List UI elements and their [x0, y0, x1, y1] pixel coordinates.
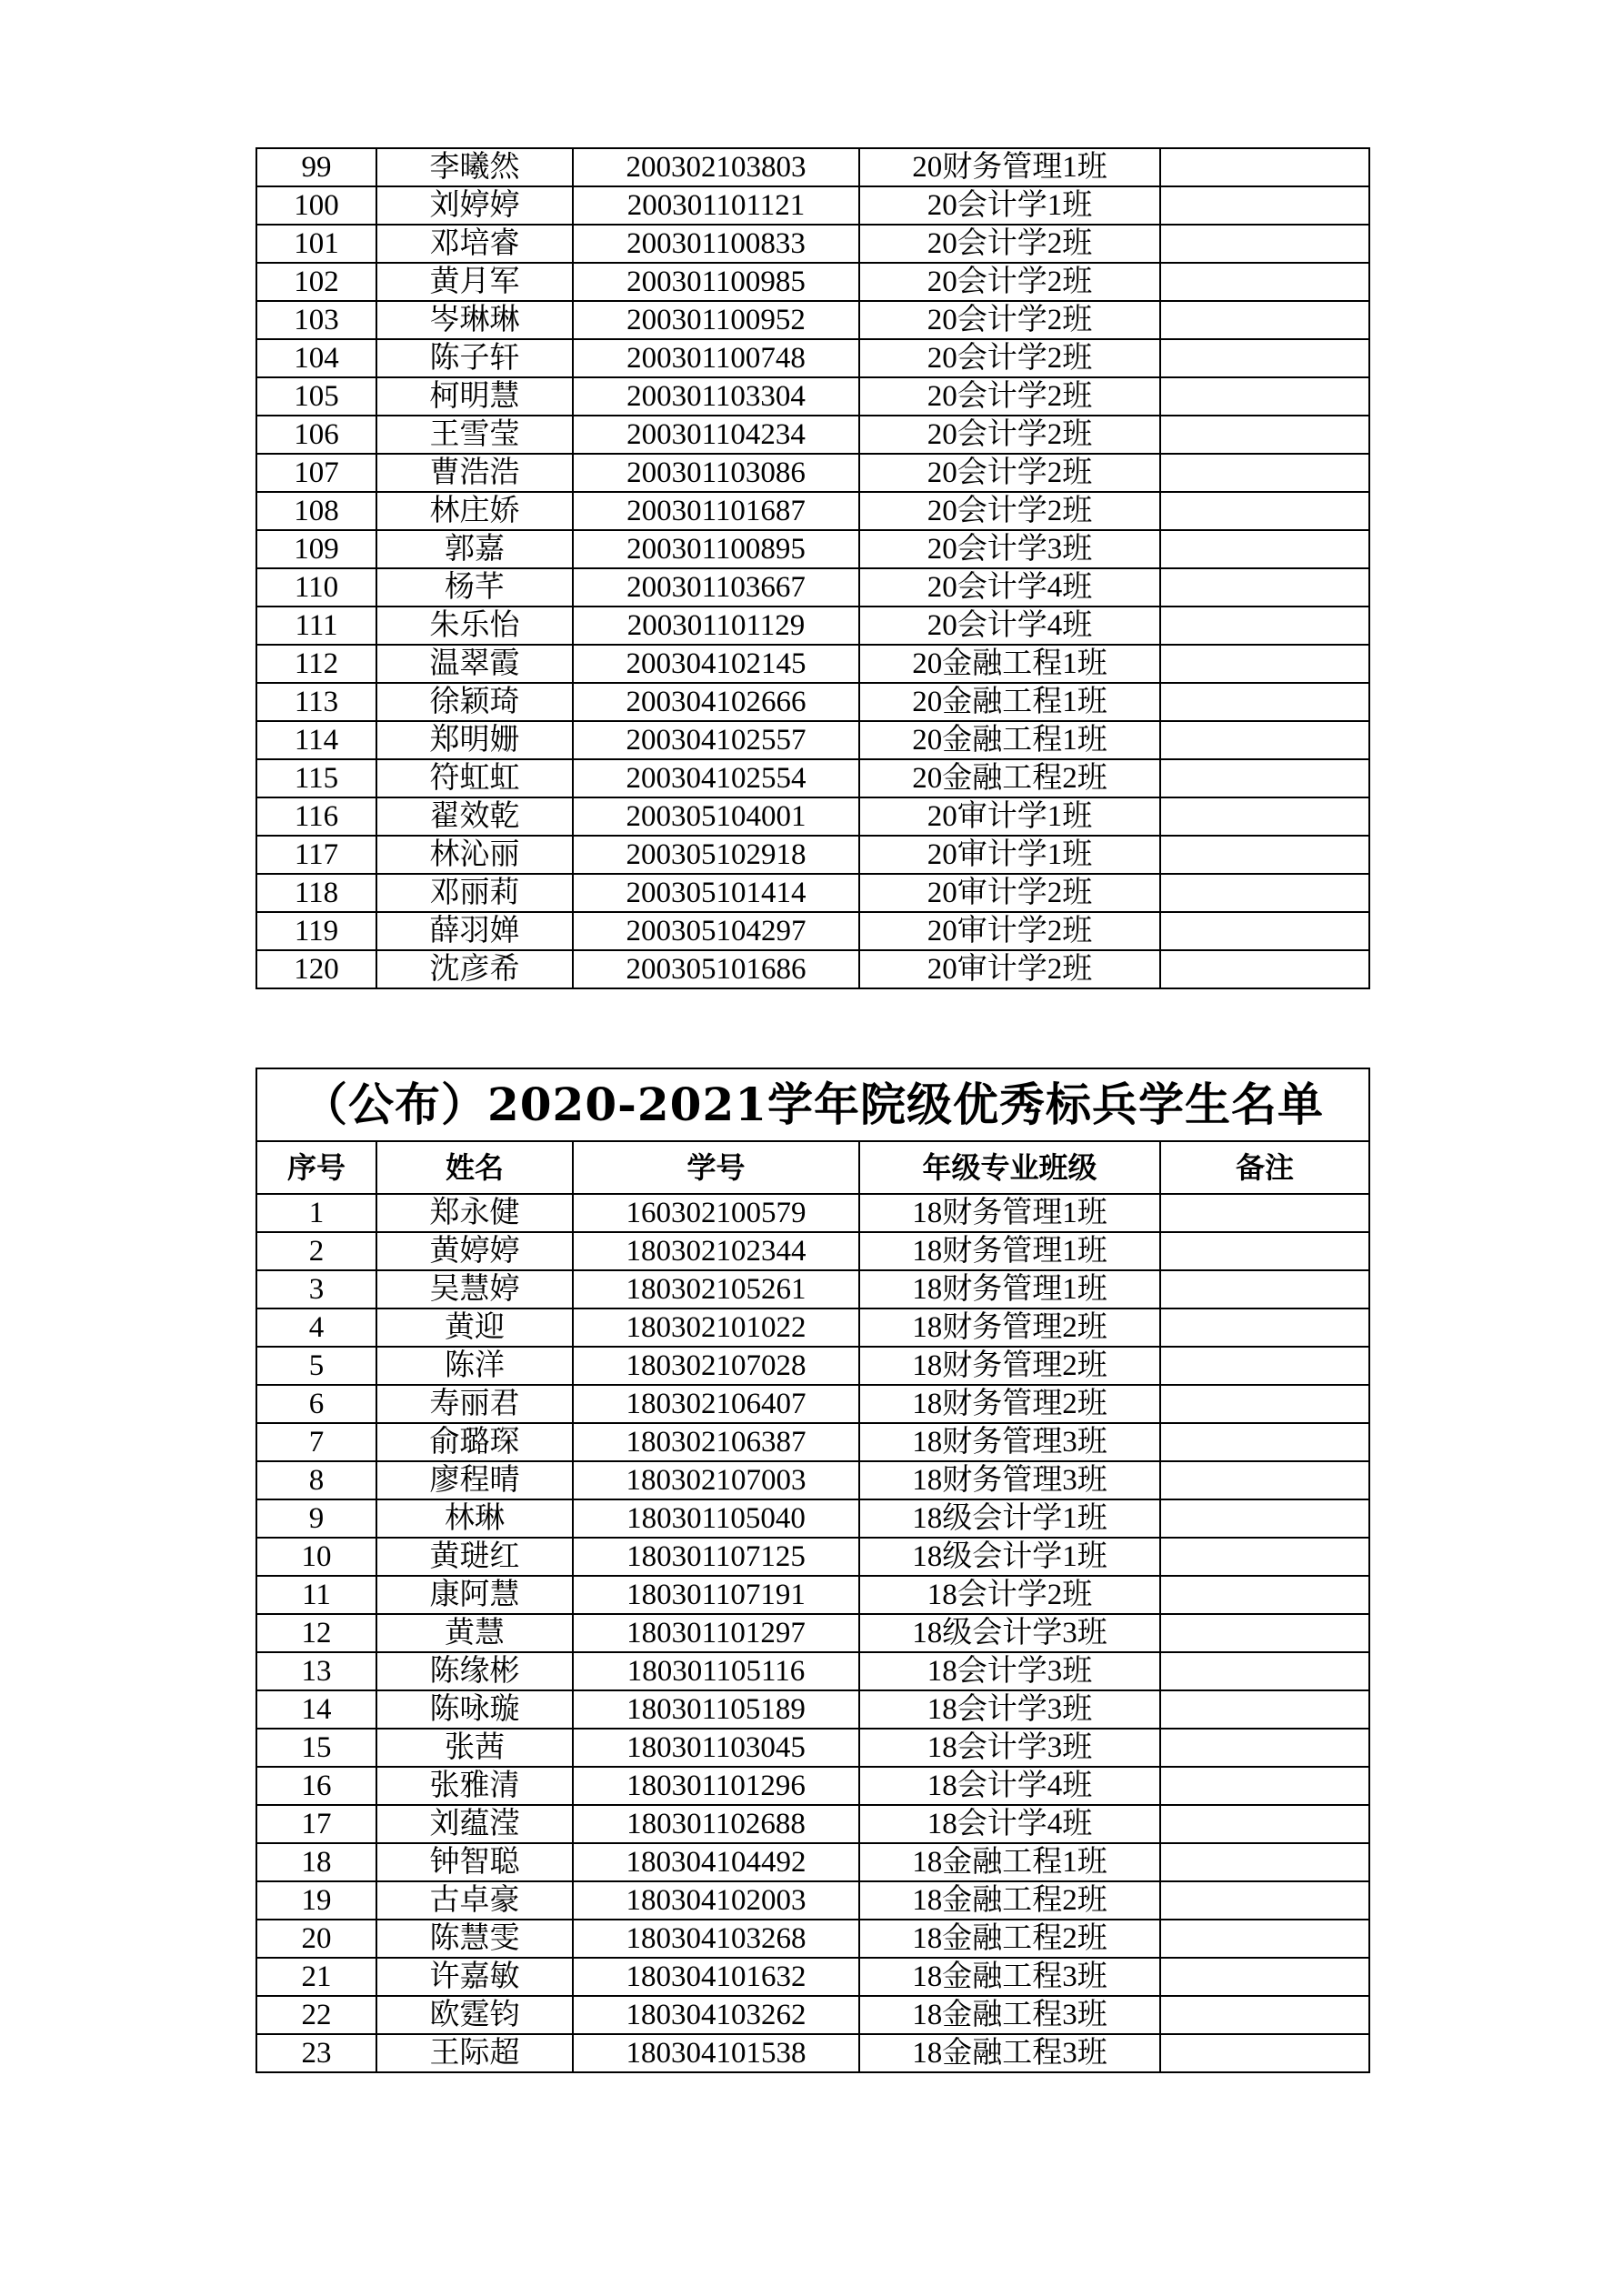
table-row	[256, 836, 1369, 874]
cell-note	[1160, 1843, 1369, 1881]
cell-class: 20金融工程2班	[859, 759, 1160, 797]
cell-class: 18会计学4班	[859, 1805, 1160, 1843]
cell-class: 20会计学2班	[859, 301, 1160, 339]
cell-note	[1160, 797, 1369, 836]
cell-class: 18会计学2班	[859, 1576, 1160, 1614]
cell-student-id: 160302100579	[573, 1194, 859, 1232]
cell-name: 杨芊	[376, 568, 573, 607]
cell-no: 5	[256, 1347, 376, 1385]
cell-student-id: 200301101687	[573, 492, 859, 530]
cell-note	[1160, 416, 1369, 454]
continued-table-body	[256, 148, 1369, 988]
cell-no: 104	[256, 339, 376, 377]
cell-name: 岑琳琳	[376, 301, 573, 339]
cell-no: 9	[256, 1499, 376, 1538]
cell-class: 18财务管理1班	[859, 1270, 1160, 1308]
cell-name: 黄琎红	[376, 1538, 573, 1576]
table-row	[256, 1423, 1369, 1461]
table-row	[256, 416, 1369, 454]
cell-note	[1160, 1347, 1369, 1385]
cell-no: 15	[256, 1729, 376, 1767]
cell-no: 12	[256, 1614, 376, 1652]
cell-name: 寿丽君	[376, 1385, 573, 1423]
cell-name: 黄迎	[376, 1308, 573, 1347]
cell-class: 18财务管理1班	[859, 1232, 1160, 1270]
cell-note	[1160, 186, 1369, 225]
cell-class: 18级会计学1班	[859, 1538, 1160, 1576]
cell-note	[1160, 874, 1369, 912]
cell-student-id: 180302101022	[573, 1308, 859, 1347]
cell-student-id: 180302106407	[573, 1385, 859, 1423]
table-row	[256, 492, 1369, 530]
table-row	[256, 1308, 1369, 1347]
cell-name: 林庄娇	[376, 492, 573, 530]
cell-student-id: 200301103086	[573, 454, 859, 492]
cell-no: 103	[256, 301, 376, 339]
cell-student-id: 200301100833	[573, 225, 859, 263]
cell-no: 6	[256, 1385, 376, 1423]
cell-student-id: 200301101121	[573, 186, 859, 225]
cell-student-id: 180304101632	[573, 1958, 859, 1996]
cell-student-id: 180304101538	[573, 2034, 859, 2072]
cell-class: 20金融工程1班	[859, 683, 1160, 721]
cell-no: 108	[256, 492, 376, 530]
cell-student-id: 180301105189	[573, 1690, 859, 1729]
table-row	[256, 263, 1369, 301]
cell-class: 20财务管理1班	[859, 148, 1160, 186]
table-row	[256, 1461, 1369, 1499]
cell-student-id: 180302107028	[573, 1347, 859, 1385]
cell-class: 20会计学2班	[859, 225, 1160, 263]
cell-no: 16	[256, 1767, 376, 1805]
cell-name: 张雅清	[376, 1767, 573, 1805]
cell-note	[1160, 1920, 1369, 1958]
cell-class: 18会计学3班	[859, 1652, 1160, 1690]
cell-class: 18金融工程3班	[859, 1958, 1160, 1996]
table-row	[256, 607, 1369, 645]
cell-name: 邓丽莉	[376, 874, 573, 912]
cell-no: 110	[256, 568, 376, 607]
cell-name: 陈子轩	[376, 339, 573, 377]
cell-note	[1160, 568, 1369, 607]
table-row	[256, 1614, 1369, 1652]
cell-no: 23	[256, 2034, 376, 2072]
table-row	[256, 1347, 1369, 1385]
cell-class: 20审计学2班	[859, 950, 1160, 988]
cell-student-id: 200301100748	[573, 339, 859, 377]
cell-name: 陈缘彬	[376, 1652, 573, 1690]
cell-name: 林琳	[376, 1499, 573, 1538]
table-row	[256, 912, 1369, 950]
cell-student-id: 180302106387	[573, 1423, 859, 1461]
cell-note	[1160, 836, 1369, 874]
cell-no: 4	[256, 1308, 376, 1347]
cell-name: 康阿慧	[376, 1576, 573, 1614]
cell-note	[1160, 683, 1369, 721]
cell-class: 20金融工程1班	[859, 721, 1160, 759]
cell-no: 14	[256, 1690, 376, 1729]
table-row	[256, 1499, 1369, 1538]
table-row	[256, 1538, 1369, 1576]
cell-no: 8	[256, 1461, 376, 1499]
cell-no: 109	[256, 530, 376, 568]
cell-class: 18会计学4班	[859, 1767, 1160, 1805]
cell-name: 郑永健	[376, 1194, 573, 1232]
cell-class: 20会计学3班	[859, 530, 1160, 568]
cell-class: 20审计学2班	[859, 874, 1160, 912]
cell-no: 102	[256, 263, 376, 301]
cell-no: 11	[256, 1576, 376, 1614]
header-student-id: 学号	[573, 1141, 859, 1194]
cell-student-id: 200305104001	[573, 797, 859, 836]
cell-class: 18财务管理2班	[859, 1308, 1160, 1347]
cell-note	[1160, 492, 1369, 530]
cell-student-id: 180301101297	[573, 1614, 859, 1652]
table-row	[256, 1767, 1369, 1805]
table-row	[256, 683, 1369, 721]
table-row	[256, 2034, 1369, 2072]
cell-name: 钟智聪	[376, 1843, 573, 1881]
table-row	[256, 1843, 1369, 1881]
cell-name: 古卓豪	[376, 1881, 573, 1920]
table-row	[256, 797, 1369, 836]
cell-name: 曹浩浩	[376, 454, 573, 492]
cell-name: 郑明姗	[376, 721, 573, 759]
table-row	[256, 568, 1369, 607]
cell-note	[1160, 377, 1369, 416]
cell-student-id: 180304104492	[573, 1843, 859, 1881]
cell-no: 100	[256, 186, 376, 225]
table-row	[256, 301, 1369, 339]
table-header-row	[256, 1141, 1369, 1194]
cell-note	[1160, 1308, 1369, 1347]
table-row	[256, 148, 1369, 186]
cell-no: 20	[256, 1920, 376, 1958]
cell-no: 107	[256, 454, 376, 492]
table-row	[256, 1958, 1369, 1996]
cell-note	[1160, 1729, 1369, 1767]
cell-note	[1160, 950, 1369, 988]
table-row	[256, 874, 1369, 912]
cell-note	[1160, 263, 1369, 301]
header-name: 姓名	[376, 1141, 573, 1194]
cell-name: 俞璐琛	[376, 1423, 573, 1461]
cell-class: 18财务管理3班	[859, 1423, 1160, 1461]
cell-note	[1160, 607, 1369, 645]
cell-class: 20会计学2班	[859, 339, 1160, 377]
table-row	[256, 1576, 1369, 1614]
table-row	[256, 377, 1369, 416]
table-title-row	[256, 1068, 1369, 1141]
cell-no: 19	[256, 1881, 376, 1920]
cell-name: 陈咏璇	[376, 1690, 573, 1729]
cell-note	[1160, 2034, 1369, 2072]
cell-note	[1160, 1461, 1369, 1499]
header-class: 年级专业班级	[859, 1141, 1160, 1194]
table-row	[256, 1652, 1369, 1690]
cell-name: 廖程晴	[376, 1461, 573, 1499]
cell-name: 沈彦希	[376, 950, 573, 988]
cell-note	[1160, 1690, 1369, 1729]
cell-student-id: 200304102554	[573, 759, 859, 797]
cell-no: 2	[256, 1232, 376, 1270]
cell-no: 120	[256, 950, 376, 988]
table-row	[256, 1270, 1369, 1308]
cell-class: 18财务管理2班	[859, 1385, 1160, 1423]
cell-class: 18财务管理2班	[859, 1347, 1160, 1385]
cell-note	[1160, 1805, 1369, 1843]
cell-student-id: 200301100895	[573, 530, 859, 568]
table-title: （公布）2020-2021学年院级优秀标兵学生名单	[256, 1068, 1369, 1141]
cell-class: 18会计学3班	[859, 1729, 1160, 1767]
cell-name: 许嘉敏	[376, 1958, 573, 1996]
cell-student-id: 180301105040	[573, 1499, 859, 1538]
cell-class: 20审计学2班	[859, 912, 1160, 950]
cell-note	[1160, 1881, 1369, 1920]
cell-no: 18	[256, 1843, 376, 1881]
cell-note	[1160, 1652, 1369, 1690]
table-row	[256, 721, 1369, 759]
cell-name: 陈慧雯	[376, 1920, 573, 1958]
header-note: 备注	[1160, 1141, 1369, 1194]
cell-name: 徐颖琦	[376, 683, 573, 721]
cell-note	[1160, 1499, 1369, 1538]
cell-student-id: 180302107003	[573, 1461, 859, 1499]
cell-no: 119	[256, 912, 376, 950]
cell-class: 18财务管理1班	[859, 1194, 1160, 1232]
table-row	[256, 645, 1369, 683]
cell-class: 20会计学2班	[859, 377, 1160, 416]
cell-class: 20会计学2班	[859, 454, 1160, 492]
honor-student-table	[255, 1068, 1370, 2073]
cell-no: 1	[256, 1194, 376, 1232]
cell-student-id: 200301100952	[573, 301, 859, 339]
cell-no: 111	[256, 607, 376, 645]
cell-note	[1160, 1232, 1369, 1270]
cell-student-id: 200305101414	[573, 874, 859, 912]
cell-class: 20会计学4班	[859, 607, 1160, 645]
header-no: 序号	[256, 1141, 376, 1194]
cell-name: 李曦然	[376, 148, 573, 186]
cell-name: 柯明慧	[376, 377, 573, 416]
cell-no: 118	[256, 874, 376, 912]
table-row	[256, 186, 1369, 225]
cell-class: 20会计学2班	[859, 492, 1160, 530]
cell-note	[1160, 1996, 1369, 2034]
cell-student-id: 180302105261	[573, 1270, 859, 1308]
cell-no: 115	[256, 759, 376, 797]
cell-no: 3	[256, 1270, 376, 1308]
cell-student-id: 200302103803	[573, 148, 859, 186]
table-row	[256, 339, 1369, 377]
cell-note	[1160, 148, 1369, 186]
cell-class: 18金融工程3班	[859, 2034, 1160, 2072]
cell-class: 20会计学1班	[859, 186, 1160, 225]
cell-note	[1160, 1385, 1369, 1423]
cell-note	[1160, 1767, 1369, 1805]
cell-name: 林沁丽	[376, 836, 573, 874]
cell-name: 欧霆钧	[376, 1996, 573, 2034]
cell-student-id: 180304102003	[573, 1881, 859, 1920]
cell-note	[1160, 645, 1369, 683]
cell-student-id: 180304103268	[573, 1920, 859, 1958]
cell-class: 20审计学1班	[859, 797, 1160, 836]
cell-student-id: 200301103304	[573, 377, 859, 416]
cell-student-id: 180301103045	[573, 1729, 859, 1767]
cell-student-id: 200304102666	[573, 683, 859, 721]
table-row	[256, 1232, 1369, 1270]
cell-no: 17	[256, 1805, 376, 1843]
cell-name: 王际超	[376, 2034, 573, 2072]
cell-note	[1160, 530, 1369, 568]
cell-note	[1160, 912, 1369, 950]
cell-name: 王雪莹	[376, 416, 573, 454]
table-row	[256, 1385, 1369, 1423]
cell-class: 20会计学4班	[859, 568, 1160, 607]
table-row	[256, 759, 1369, 797]
cell-name: 郭嘉	[376, 530, 573, 568]
cell-name: 黄婷婷	[376, 1232, 573, 1270]
continued-student-table	[255, 147, 1370, 989]
cell-name: 符虹虹	[376, 759, 573, 797]
cell-no: 112	[256, 645, 376, 683]
cell-student-id: 200305104297	[573, 912, 859, 950]
cell-name: 吴慧婷	[376, 1270, 573, 1308]
cell-student-id: 180301102688	[573, 1805, 859, 1843]
cell-student-id: 200301100985	[573, 263, 859, 301]
cell-no: 7	[256, 1423, 376, 1461]
table-row	[256, 1729, 1369, 1767]
cell-note	[1160, 225, 1369, 263]
cell-student-id: 180302102344	[573, 1232, 859, 1270]
cell-note	[1160, 301, 1369, 339]
cell-name: 黄月军	[376, 263, 573, 301]
cell-no: 99	[256, 148, 376, 186]
cell-class: 18金融工程3班	[859, 1996, 1160, 2034]
cell-student-id: 200305101686	[573, 950, 859, 988]
table-row	[256, 454, 1369, 492]
cell-student-id: 200305102918	[573, 836, 859, 874]
cell-note	[1160, 1538, 1369, 1576]
table-row	[256, 1881, 1369, 1920]
cell-student-id: 200301103667	[573, 568, 859, 607]
cell-note	[1160, 1576, 1369, 1614]
table-row	[256, 1194, 1369, 1232]
cell-class: 20审计学1班	[859, 836, 1160, 874]
table-row	[256, 950, 1369, 988]
table-row	[256, 1996, 1369, 2034]
cell-note	[1160, 721, 1369, 759]
cell-name: 温翠霞	[376, 645, 573, 683]
cell-no: 106	[256, 416, 376, 454]
cell-class: 18会计学3班	[859, 1690, 1160, 1729]
table-row	[256, 530, 1369, 568]
cell-student-id: 200301104234	[573, 416, 859, 454]
cell-class: 18金融工程2班	[859, 1920, 1160, 1958]
table-row	[256, 1920, 1369, 1958]
cell-no: 22	[256, 1996, 376, 2034]
cell-no: 105	[256, 377, 376, 416]
cell-class: 18级会计学3班	[859, 1614, 1160, 1652]
table-row	[256, 1690, 1369, 1729]
cell-note	[1160, 1958, 1369, 1996]
cell-note	[1160, 1423, 1369, 1461]
cell-class: 18金融工程1班	[859, 1843, 1160, 1881]
cell-note	[1160, 759, 1369, 797]
cell-note	[1160, 1614, 1369, 1652]
cell-no: 113	[256, 683, 376, 721]
cell-name: 朱乐怡	[376, 607, 573, 645]
cell-no: 101	[256, 225, 376, 263]
cell-name: 邓培睿	[376, 225, 573, 263]
cell-note	[1160, 339, 1369, 377]
cell-student-id: 180304103262	[573, 1996, 859, 2034]
cell-class: 20会计学2班	[859, 416, 1160, 454]
cell-student-id: 180301101296	[573, 1767, 859, 1805]
cell-no: 21	[256, 1958, 376, 1996]
cell-class: 18财务管理3班	[859, 1461, 1160, 1499]
cell-name: 翟效乾	[376, 797, 573, 836]
cell-note	[1160, 454, 1369, 492]
cell-student-id: 200301101129	[573, 607, 859, 645]
cell-no: 117	[256, 836, 376, 874]
cell-student-id: 180301107125	[573, 1538, 859, 1576]
cell-name: 张茜	[376, 1729, 573, 1767]
table-row	[256, 1805, 1369, 1843]
cell-note	[1160, 1270, 1369, 1308]
cell-class: 18级会计学1班	[859, 1499, 1160, 1538]
cell-class: 18金融工程2班	[859, 1881, 1160, 1920]
cell-name: 黄慧	[376, 1614, 573, 1652]
cell-student-id: 200304102557	[573, 721, 859, 759]
cell-no: 114	[256, 721, 376, 759]
cell-student-id: 180301107191	[573, 1576, 859, 1614]
cell-name: 刘蕴滢	[376, 1805, 573, 1843]
cell-class: 20会计学2班	[859, 263, 1160, 301]
cell-no: 10	[256, 1538, 376, 1576]
cell-name: 陈洋	[376, 1347, 573, 1385]
cell-student-id: 180301105116	[573, 1652, 859, 1690]
cell-no: 13	[256, 1652, 376, 1690]
cell-note	[1160, 1194, 1369, 1232]
table-row	[256, 225, 1369, 263]
cell-name: 刘婷婷	[376, 186, 573, 225]
cell-no: 116	[256, 797, 376, 836]
cell-student-id: 200304102145	[573, 645, 859, 683]
cell-class: 20金融工程1班	[859, 645, 1160, 683]
cell-name: 薛羽婵	[376, 912, 573, 950]
honor-table-body	[256, 1194, 1369, 2072]
